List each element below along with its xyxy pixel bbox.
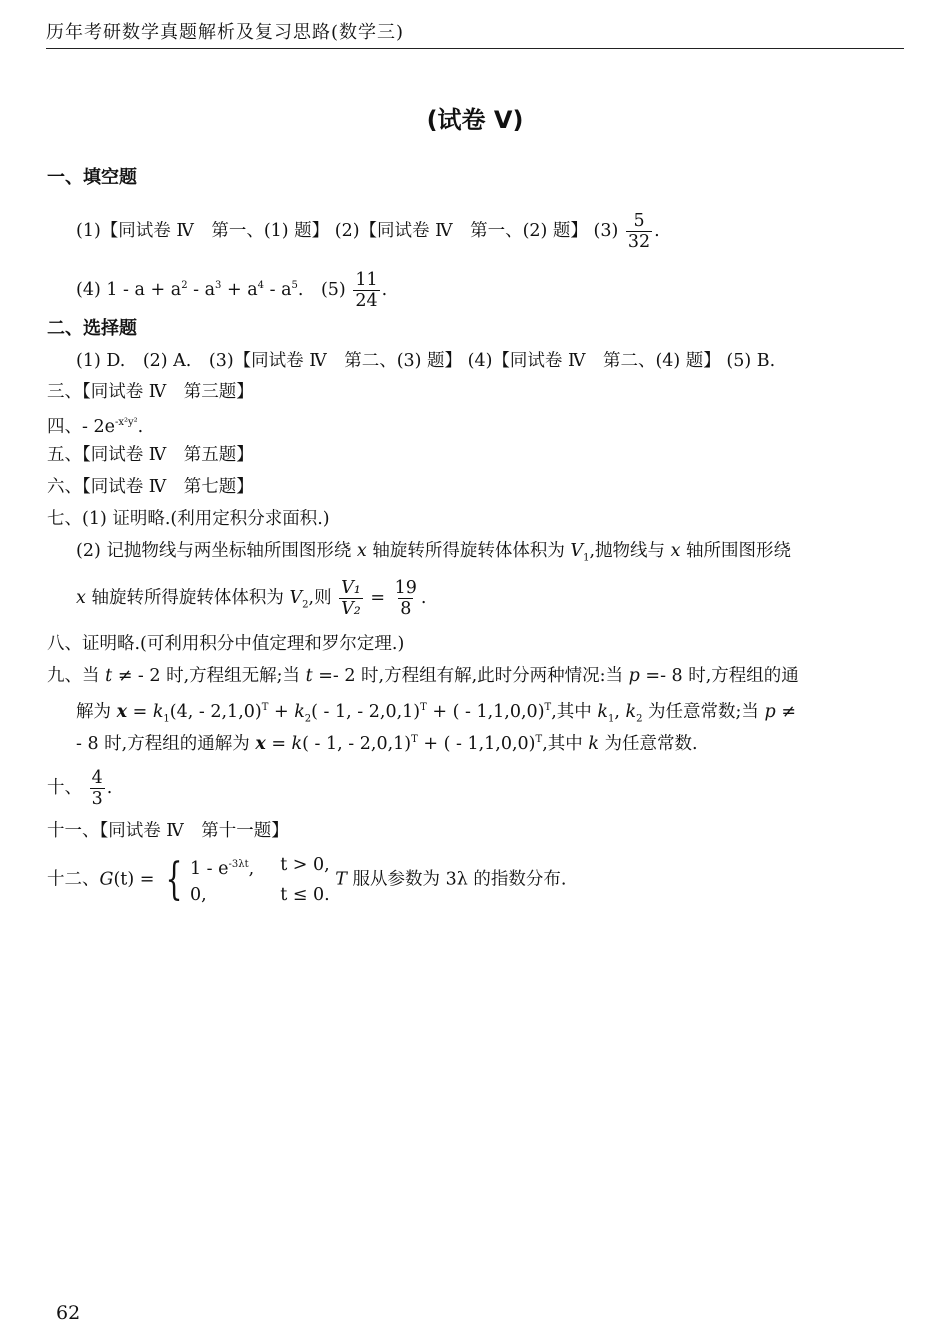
sub: 1 [607,713,615,725]
var-t: t [305,666,313,686]
r1-b: , [248,858,255,879]
s1-l1-end: . [654,221,660,241]
section-2-line: (1) D. (2) A. (3)【同试卷 Ⅳ 第二、(3) 题】 (4)【同试卷 Ⅳ 第二、(4) 题】 (5) B. [76,351,776,371]
section-1-line-2 [76,270,387,311]
s1-l2-a: (4) 1 - a + a [76,280,182,300]
var-x: x [356,541,367,561]
s7-l3-end: . [420,588,427,608]
s9-l2-i: 为任意常数;当 [642,701,765,722]
s7-l3-a: 轴旋转所得旋转体体积为 [85,588,290,608]
s9-l2-j: ≠ [775,701,796,722]
section-3: 三、【同试卷 Ⅳ 第三题】 [47,382,254,402]
frac-den: 32 [627,232,651,252]
s4-exp: -x²y² [114,417,138,428]
piecewise-function [160,852,330,908]
s9-l2-h: , [614,701,626,722]
s7-l2-b: 轴旋转所得旋转体体积为 [366,541,571,561]
sub: 1 [583,552,590,564]
fraction-V1-V2 [339,578,363,619]
header-rule [46,48,904,49]
sub: 2 [636,713,643,725]
s12-tail: 服从参数为 3λ 的指数分布. [346,869,567,890]
section-4 [47,411,143,439]
exam-title: (试卷 V) [426,106,524,134]
transpose: T [261,702,269,713]
transpose: T [544,702,552,713]
section-7-line-2 [76,539,791,571]
s7-l2-a: (2) 记抛物线与两坐标轴所围图形绕 [76,541,357,561]
var-x-bold: x [116,701,128,722]
s9-l2-a: 解为 [76,701,117,722]
var-V: V [289,588,303,608]
s4-end: . [137,416,144,437]
s7-l3-eq: = [364,588,391,608]
s1-l2-end: . [381,280,388,300]
s10-prefix: 十、 [47,778,82,798]
piecewise-rows [190,852,330,908]
s9-l3-d: + ( - 1,1,0,0) [417,733,536,754]
frac-den: V₂ [341,599,361,619]
s9-l3-f: 为任意常数. [598,733,698,754]
s9-l1-b: ≠ - 2 时,方程组无解;当 [112,666,306,686]
frac-den: 8 [400,599,412,619]
s7-l3-b: ,则 [308,588,332,608]
var-k: k [291,733,303,754]
exp: 5 [291,280,298,292]
var-k: k [625,701,637,722]
section-9-line-1 [47,664,799,688]
s4-text: 四、- 2e [47,416,115,437]
s9-l3-b: = [265,733,292,754]
exp: 2 [181,280,188,292]
s9-l3-e: ,其中 [542,733,589,754]
row-2-expr: 0, [189,884,207,905]
frac-num: 11 [355,270,378,290]
fraction-5-32 [626,211,652,252]
s9-l1-c: =- 2 时,方程组有解,此时分两种情况:当 [312,666,629,686]
var-k: k [152,701,164,722]
var-G: G [99,869,114,890]
var-V: V [570,541,584,561]
section-5: 五、【同试卷 Ⅳ 第五题】 [47,445,254,465]
s12-prefix: 十二、 [47,869,100,890]
sub: 2 [302,599,309,611]
s9-l1-a: 九、当 [47,666,106,686]
page-number: 62 [56,1302,81,1324]
var-k: k [294,701,305,722]
section-9-line-3 [76,728,698,756]
left-brace: { [165,853,183,905]
s1-l2-b: - a [187,280,216,300]
section-10 [47,768,112,809]
s1-l2-d: - a [264,280,292,300]
section-6: 六、【同试卷 Ⅳ 第七题】 [47,477,254,497]
s1-l1-text: (1)【同试卷 Ⅳ 第一、(1) 题】 (2)【同试卷 Ⅳ 第一、(2) 题】 (3) [76,221,619,241]
s9-l2-c: (4, - 2,1,0) [169,701,262,722]
s9-l3-a: - 8 时,方程组的通解为 [76,733,256,754]
s9-l3-c: ( - 1, - 2,0,1) [302,733,412,754]
r1-a: 1 - e [189,858,229,879]
frac-den: 24 [355,291,378,311]
var-x: x [76,588,86,608]
var-x-bold: x [255,733,266,754]
transpose: T [420,702,427,713]
section-12 [47,852,566,908]
section-8: 八、证明略.(可利用积分中值定理和罗尔定理.) [47,634,405,654]
fraction-4-3 [90,768,105,809]
frac-num: 4 [91,768,103,788]
row-1-expr [190,852,254,882]
section-2-heading: 二、选择题 [47,318,137,339]
r1-exp: -3λt [228,859,249,870]
s7-l2-c: ,抛物线与 [589,541,671,561]
fraction-19-8 [393,578,419,619]
frac-den: 3 [91,789,103,809]
section-1-heading: 一、填空题 [47,167,137,188]
s7-l2-d: 轴所围图形绕 [680,541,792,561]
var-t: t [105,666,113,686]
section-7-line-3 [76,578,426,619]
var-T: T [335,869,347,890]
var-x: x [670,541,681,561]
section-11: 十一、【同试卷 Ⅳ 第十一题】 [47,821,289,841]
frac-num: 5 [633,211,645,231]
s12-arg: (t) = [113,869,160,890]
sub: 2 [304,713,312,725]
section-9-line-2 [76,696,796,731]
var-k: k [588,733,599,754]
fraction-11-24 [353,270,379,311]
s1-l2-e: . (5) [297,280,346,300]
s1-l2-c: + a [221,280,258,300]
var-p: p [764,701,776,722]
s9-l2-f: + ( - 1,1,0,0) [426,701,545,722]
s9-l2-g: ,其中 [551,701,598,722]
s9-l2-b: = [127,701,153,722]
row-1-condition: t > 0, [280,855,330,875]
frac-num: V₁ [341,578,361,598]
section-7-line-1: 七、(1) 证明略.(利用定积分求面积.) [47,509,330,529]
transpose: T [411,734,418,745]
s9-l2-e: ( - 1, - 2,0,1) [311,701,421,722]
running-header: 历年考研数学真题解析及复习思路(数学三) [46,22,405,43]
row-2-condition: t ≤ 0. [280,884,330,905]
frac-num: 19 [394,578,417,598]
exp: 4 [257,280,265,292]
section-1-line-1 [76,211,660,252]
var-k: k [597,701,608,722]
s10-end: . [106,778,113,798]
transpose: T [535,734,543,745]
var-p: p [628,666,640,686]
s9-l2-d: + [268,701,295,722]
sub: 1 [163,713,170,725]
s9-l1-d: =- 8 时,方程组的通 [639,666,799,686]
exp: 3 [215,280,222,292]
